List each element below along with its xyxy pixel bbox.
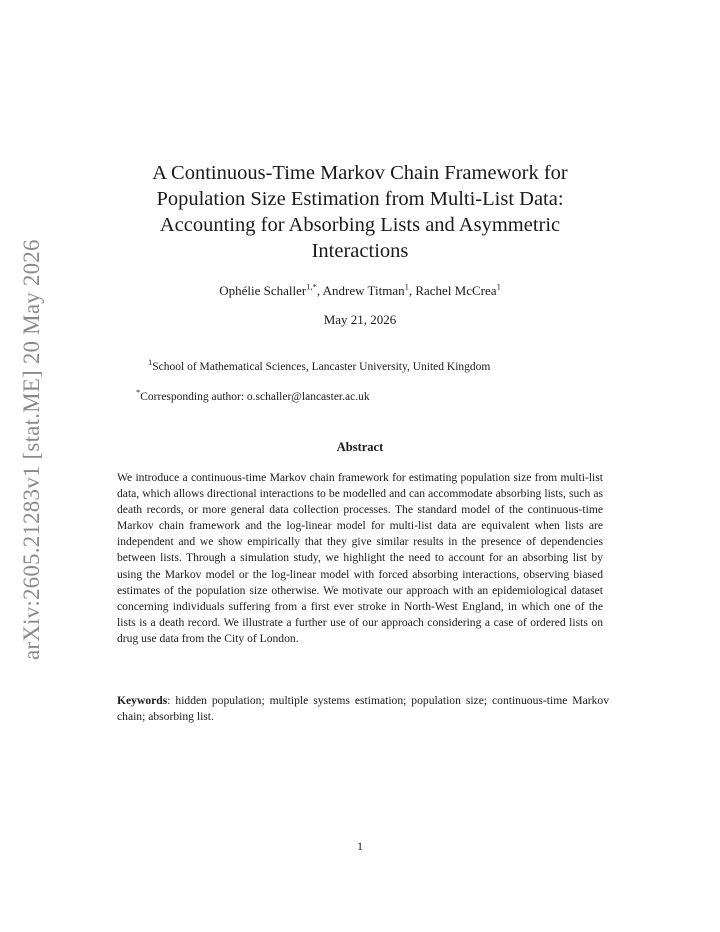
keywords-label: Keywords	[117, 694, 168, 707]
corresponding-mark: *	[136, 387, 141, 398]
title-line: Interactions	[311, 240, 409, 262]
arxiv-identifier-stamp: arXiv:2605.21283v1 [stat.ME] 20 May 2026	[19, 239, 44, 660]
abstract-body: We introduce a continuous-time Markov chain framework for estimating population size from multi-list data, which allows directional interactions to be modelled and can accommodate absorbing lists, such as death records, or more general data collection processes. The standard model of the continuous-time Markov chain framework and the log-linear model for multi-list data are equivalent when lists are independent and we show empirically that they give similar results in the presence of dependencies between lists. Through a simulation study, we highlight the need to account for an absorbing list by using the Markov model or the log-linear model with forced absorbing interactions, observing biased estimates of the population size otherwise. We motivate our approach with an epidemiological dataset concerning individuals suffering from a first ever stroke in North-West England, in which one of the lists is a death record. We illustrate a further use of our approach considering a case of ordered lists on drug use data from the City of London.	[117, 471, 603, 645]
author-affiliation-mark: 1	[404, 281, 409, 292]
title-line: A Continuous-Time Markov Chain Framework for	[152, 162, 568, 184]
author-name: Rachel McCrea	[415, 283, 497, 298]
title-line: Population Size Estimation from Multi-List Data:	[156, 188, 564, 210]
paper-title	[120, 160, 600, 264]
corresponding-author-note	[136, 389, 606, 405]
corresponding-text: Corresponding author: o.schaller@lancaster.ac.uk	[140, 391, 370, 403]
author-separator: ,	[408, 283, 416, 298]
title-line: Accounting for Absorbing Lists and Asymmetric	[159, 214, 561, 236]
page-number: 1	[357, 839, 363, 853]
affiliation	[148, 359, 618, 375]
author-list	[120, 282, 600, 300]
abstract-heading: Abstract	[336, 440, 384, 454]
author-name: Andrew Titman	[322, 283, 405, 298]
author-affiliation-mark: 1	[496, 281, 501, 292]
author-affiliation-mark: 1,*	[306, 281, 317, 292]
keywords	[117, 693, 609, 725]
author-separator: ,	[316, 283, 323, 298]
affiliation-mark: 1	[148, 357, 153, 368]
publication-date: May 21, 2026	[323, 312, 397, 327]
keywords-text: : hidden population; multiple systems estimation; population size; continuous-time Markov chain; absorbing list.	[117, 694, 609, 724]
affiliation-text: School of Mathematical Sciences, Lancaster University, United Kingdom	[152, 361, 491, 373]
author-name: Ophélie Schaller	[219, 283, 307, 298]
